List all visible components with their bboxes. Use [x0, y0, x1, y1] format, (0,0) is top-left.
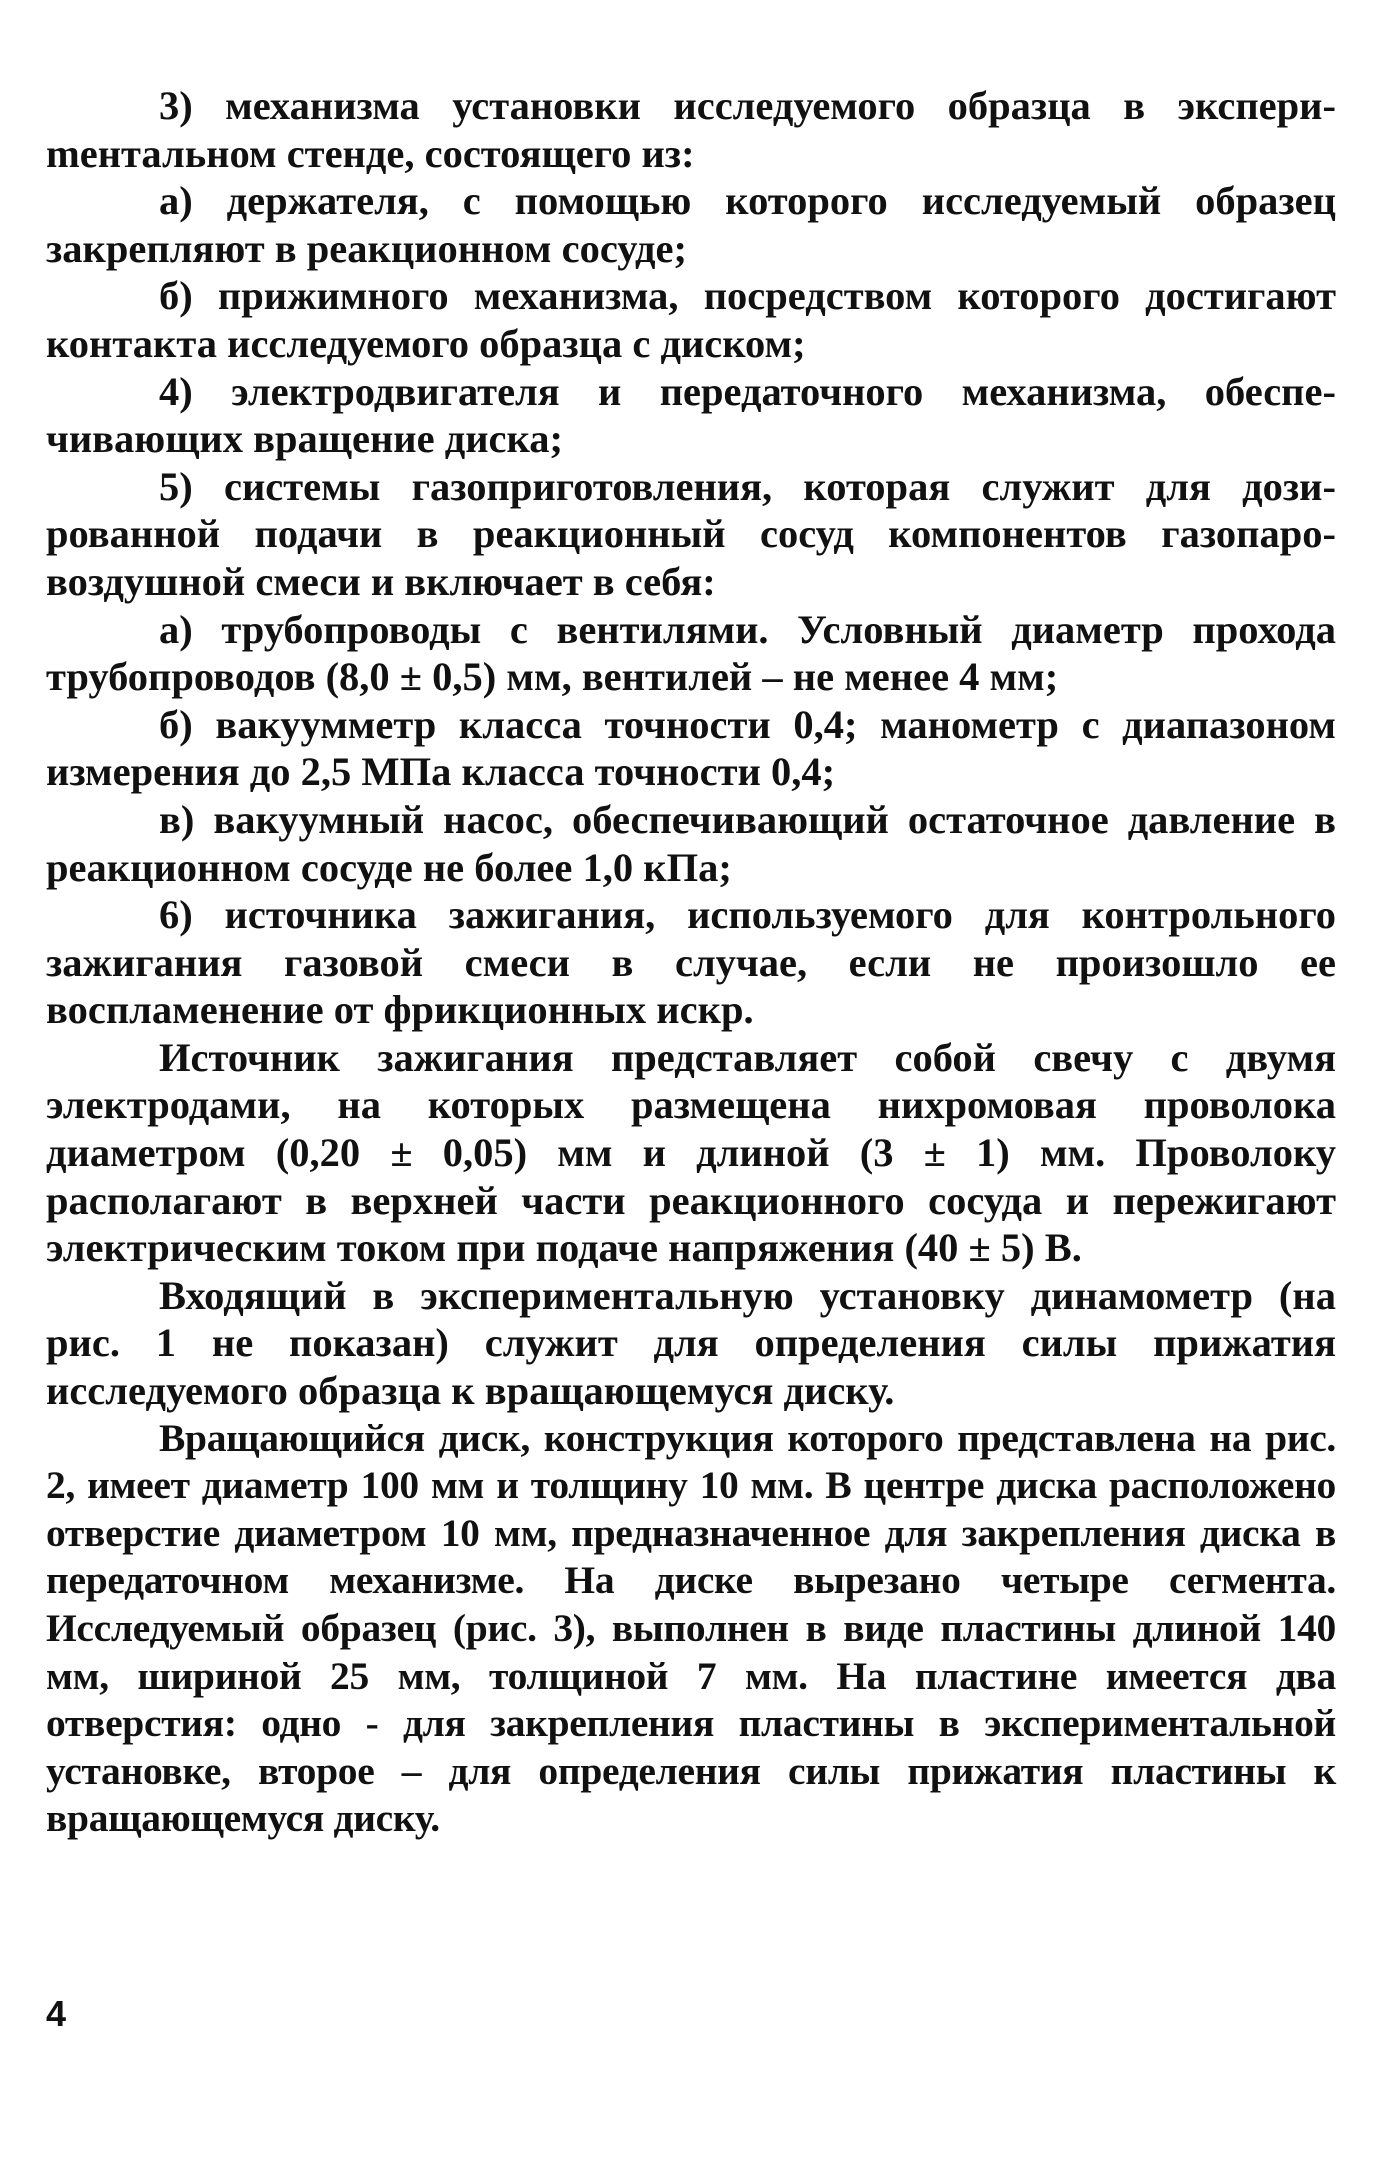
- paragraph-item-5a: а) трубопроводы с вентилями. Условный диаметр прохода трубопроводов (8,0 ± 0,5) мм, вентилей – не менее 4 мм;: [46, 606, 1336, 700]
- paragraph-item-5v: в) вакуумный насос, обеспечивающий остаточное давление в реакционном сосуде не более 1,0 кПа;: [46, 796, 1336, 890]
- paragraph-item-3b: б) прижимного механизма, посредством которого достигают контакта исследуемого образца с диском;: [46, 273, 1336, 366]
- paragraph-dynamometer: Входящий в экспериментальную установку динамометр (на рис. 1 не показан) служит для определения силы прижатия исследуемого образца к вращающемуся диску.: [46, 1272, 1336, 1414]
- paragraph-ignition-source: Источник зажигания представляет собой свечу с двумя электродами, на которых размещена нихромовая проволока диаметром (0,20 ± 0,05) мм и длиной (3 ± 1) мм. Проволоку располагают в верхней части реакционного сосуда и пережигают электрическим током при подаче напряжения (40 ± 5) В.: [46, 1034, 1336, 1271]
- paragraph-item-5b: б) вакуумметр класса точности 0,4; манометр с диапазоном измерения до 2,5 МПа класса точности 0,4;: [46, 701, 1336, 795]
- paragraph-item-6: 6) источника зажигания, используемого для контрольного зажигания газовой смеси в случае, если не произошло ее воспламенение от фрикционных искр.: [46, 892, 1336, 1033]
- page-body: [46, 82, 1336, 1843]
- paragraph-item-3a: а) держателя, с помощью которого исследуемый образец закрепляют в реакционном сосуде;: [46, 178, 1336, 271]
- page-number: 4: [46, 1993, 67, 2034]
- paragraph-item-5: 5) системы газоприготовления, которая служит для дозированной подачи в реакционный сосуд компонентов газопаровоздушной смеси и включает в себя:: [46, 463, 1336, 604]
- paragraph-item-3: 3) механизма установки исследуемого образца в экспериmентальном стенде, состоящего из:: [46, 83, 1336, 176]
- paragraph-rotating-disk: Вращающийся диск, конструкция которого представлена на рис. 2, имеет диаметр 100 мм и толщину 10 мм. В центре диска расположено отверстие диаметром 10 мм, предназначенное для закрепления диска в передаточном механизме. На диске вырезано четыре сегмента. Исследуемый образец (рис. 3), выполнен в виде пластины длиной 140 мм, шириной 25 мм, толщиной 7 мм. На пластине имеется два отверстия: одно - для закрепления пластины в экспериментальной установке, второе – для определения силы прижатия пластины к вращающемуся диску.: [46, 1415, 1336, 1841]
- paragraph-item-4: 4) электродвигателя и передаточного механизма, обеспечивающих вращение диска;: [46, 368, 1336, 462]
